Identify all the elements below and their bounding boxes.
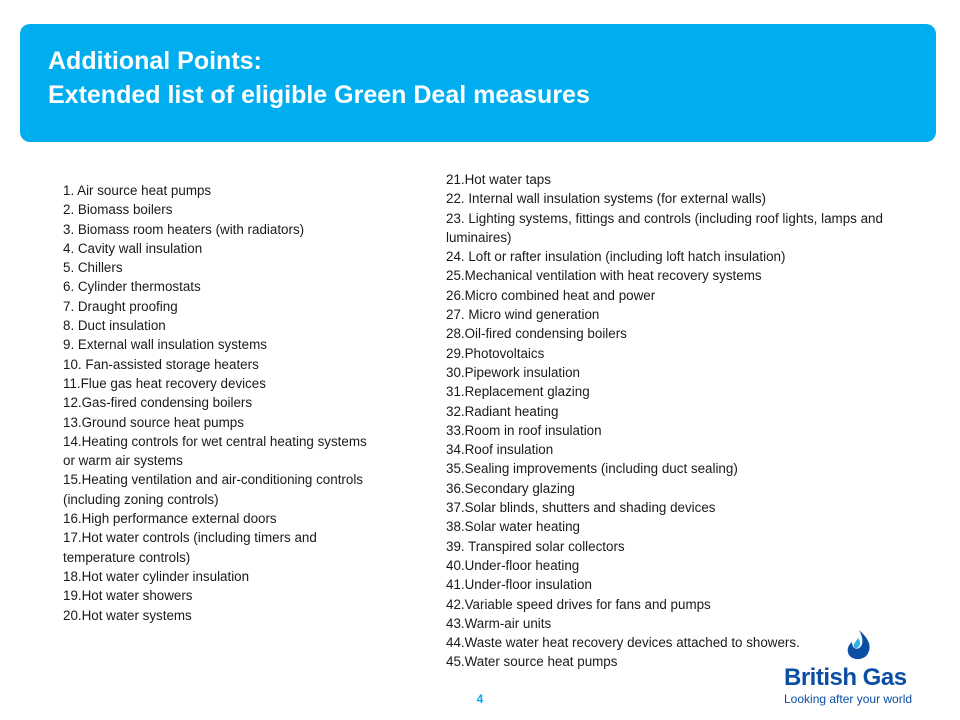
page-number: 4 — [476, 692, 484, 706]
title-line-2: Extended list of eligible Green Deal measures — [48, 81, 590, 109]
list-item: 26.Micro combined heat and power — [446, 287, 656, 303]
list-item: 11.Flue gas heat recovery devices — [63, 375, 266, 391]
list-item: 23. Lighting systems, fittings and controls (including roof lights, lamps and luminaires) — [446, 210, 883, 245]
list-item: 22. Internal wall insulation systems (for external walls) — [446, 191, 767, 207]
list-item: 2. Biomass boilers — [63, 202, 173, 218]
list-item: 42.Variable speed drives for fans and pumps — [446, 596, 711, 612]
list-item: 20.Hot water systems — [63, 607, 192, 623]
measures-list-left — [63, 181, 381, 625]
list-item: 41.Under-floor insulation — [446, 577, 592, 593]
list-item: 10. Fan-assisted storage heaters — [63, 356, 259, 372]
list-item: 39. Transpired solar collectors — [446, 538, 625, 554]
list-item: 5. Chillers — [63, 260, 123, 276]
title-banner — [20, 24, 936, 142]
list-item: 18.Hot water cylinder insulation — [63, 568, 250, 584]
flame-icon — [842, 628, 876, 662]
list-item: 38.Solar water heating — [446, 519, 580, 535]
list-item: 15.Heating ventilation and air-conditioning controls (including zoning controls) — [63, 472, 363, 507]
list-item: 45.Water source heat pumps — [446, 654, 618, 670]
logo-tagline: Looking after your world — [784, 692, 913, 706]
list-item: 40.Under-floor heating — [446, 557, 580, 573]
list-item: 33.Room in roof insulation — [446, 422, 602, 438]
list-item: 30.Pipework insulation — [446, 364, 580, 380]
list-item: 9. External wall insulation systems — [63, 337, 267, 353]
list-item: 43.Warm-air units — [446, 615, 552, 631]
list-item: 19.Hot water showers — [63, 588, 193, 604]
list-item: 35.Sealing improvements (including duct sealing) — [446, 461, 738, 477]
list-item: 14.Heating controls for wet central heating systems or warm air systems — [63, 433, 367, 469]
list-item: 36.Secondary glazing — [446, 480, 575, 496]
list-item: 21.Hot water taps — [446, 172, 551, 187]
list-item: 12.Gas-fired condensing boilers — [63, 395, 253, 411]
list-item: 28.Oil-fired condensing boilers — [446, 326, 627, 342]
list-item: 25.Mechanical ventilation with heat recovery systems — [446, 268, 762, 284]
list-item: 17.Hot water controls (including timers and temperature controls) — [63, 530, 317, 565]
list-item: 24. Loft or rafter insulation (including loft hatch insulation) — [446, 249, 786, 265]
list-item: 6. Cylinder thermostats — [63, 279, 201, 295]
list-item: 4. Cavity wall insulation — [63, 240, 203, 256]
list-item: 37.Solar blinds, shutters and shading devices — [446, 500, 716, 516]
title-line-1: Additional Points: — [48, 47, 262, 75]
list-item: 8. Duct insulation — [63, 318, 166, 334]
list-item: 29.Photovoltaics — [446, 345, 545, 361]
list-item: 44.Waste water heat recovery devices attached to showers. — [446, 635, 800, 651]
list-item: 7. Draught proofing — [63, 298, 178, 314]
list-item: 1. Air source heat pumps — [63, 183, 212, 198]
list-item: 16.High performance external doors — [63, 511, 277, 527]
british-gas-logo — [780, 628, 930, 708]
logo-brand-text: British Gas — [784, 664, 907, 691]
list-item: 13.Ground source heat pumps — [63, 414, 244, 430]
list-item: 32.Radiant heating — [446, 403, 559, 419]
list-item: 3. Biomass room heaters (with radiators) — [63, 221, 305, 237]
measures-list-right — [446, 170, 916, 672]
list-item: 27. Micro wind generation — [446, 307, 600, 323]
list-item: 31.Replacement glazing — [446, 384, 590, 400]
list-item: 34.Roof insulation — [446, 442, 554, 458]
